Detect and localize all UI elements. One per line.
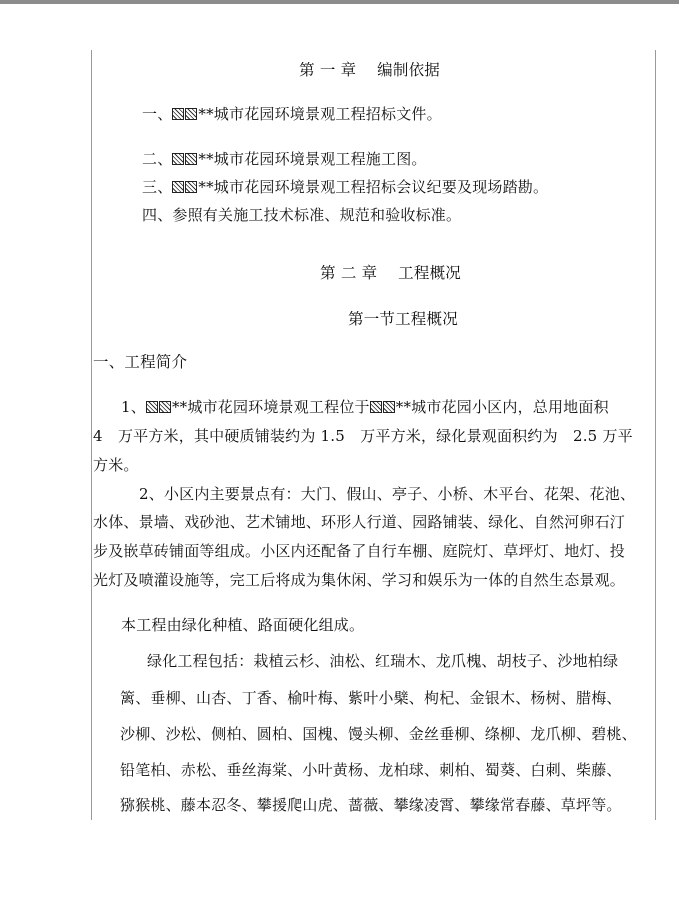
unknown-glyph: [383, 401, 395, 413]
paragraph-2-line-4: 光灯及喷灌设施等，完工后将成为集休闲、学习和娱乐为一体的自然生态景观。: [93, 571, 626, 589]
paragraph-2-line-2: 水体、景墙、戏砂池、艺术铺地、环形人行道、园路铺装、绿化、自然河卵石汀: [93, 513, 626, 531]
ch1-item-3: 三、 **城市花园环境景观工程招标会议纪要及现场踏勘。: [142, 178, 549, 196]
unknown-glyph: [159, 401, 171, 413]
paragraph-1-line-1: 1、 **城市花园环境景观工程位于 **城市花园小区内，总用地面积: [121, 398, 609, 416]
unknown-glyph: [172, 108, 184, 120]
paragraph-4-line-5: 猕猴桃、藤本忍冬、攀援爬山虎、蔷薇、攀缘凌霄、攀缘常春藤、草坪等。: [120, 796, 622, 814]
window-top-border: [0, 0, 679, 4]
paragraph-1-line-3: 方米。: [93, 456, 139, 474]
paragraph-4-line-4: 铅笔柏、赤松、垂丝海棠、小叶黄杨、龙柏球、刺柏、蜀葵、白刺、柴藤、: [120, 761, 622, 779]
unknown-glyph: [172, 153, 184, 165]
paragraph-3: 本工程由绿化种植、路面硬化组成。: [121, 616, 365, 634]
unknown-glyph: [185, 181, 197, 193]
ch1-item-2: 二、 **城市花园环境景观工程施工图。: [142, 150, 427, 168]
ch1-item-4: 四、参照有关施工技术标准、规范和验收标准。: [142, 206, 462, 224]
chapter-2-title: 第 二 章 工程概况: [320, 264, 461, 282]
paragraph-1-line-2: 4 万平方米，其中硬质铺装约为 1.5 万平方米，绿化景观面积约为 2.5 万平: [93, 427, 633, 445]
ch1-item-1: 一、 **城市花园环境景观工程招标文件。: [142, 105, 442, 123]
chapter-1-title: 第 一 章 编制依据: [299, 61, 440, 79]
paragraph-2-line-3: 步及嵌草砖铺面等组成。小区内还配备了自行车棚、庭院灯、草坪灯、地灯、投: [93, 542, 626, 560]
right-margin-rule: [655, 50, 656, 820]
paragraph-4-line-3: 沙柳、沙松、侧柏、圆柏、国槐、馒头柳、金丝垂柳、绦柳、龙爪柳、碧桃、: [120, 725, 637, 743]
section-title: 第一节工程概况: [348, 310, 458, 328]
unknown-glyph: [172, 181, 184, 193]
paragraph-2-line-1: 2、小区内主要景点有：大门、假山、亭子、小桥、木平台、花架、花池、: [139, 485, 636, 503]
unknown-glyph: [185, 153, 197, 165]
unknown-glyph: [185, 108, 197, 120]
unknown-glyph: [146, 401, 158, 413]
paragraph-4-line-1: 绿化工程包括：栽植云杉、油松、红瑞木、龙爪槐、胡枝子、沙地柏绿: [147, 652, 619, 670]
paragraph-4-line-2: 篱、垂柳、山杏、丁香、榆叶梅、紫叶小檗、枸杞、金银木、杨树、腊梅、: [120, 689, 622, 707]
subsection-title: 一、工程简介: [93, 353, 188, 371]
left-margin-rule: [91, 50, 92, 820]
unknown-glyph: [370, 401, 382, 413]
